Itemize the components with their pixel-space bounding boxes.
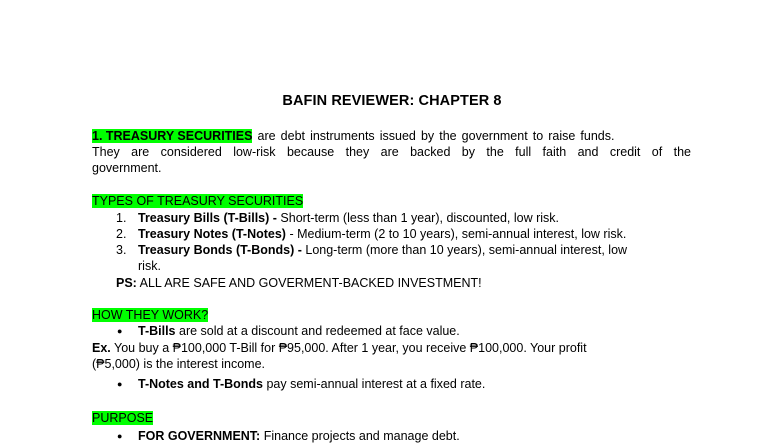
section-heading-types: TYPES OF TREASURY SECURITIES [92, 194, 304, 208]
list-item-term: Treasury Notes (T-Notes) [138, 227, 286, 241]
list-item-continuation: risk. [138, 259, 161, 273]
bullet-text: are sold at a discount and redeemed at face value. [175, 324, 460, 338]
bullet-icon: ● [117, 326, 123, 336]
example-line-1 [92, 340, 587, 356]
section-heading-how: HOW THEY WORK? [92, 308, 209, 322]
list-item-desc: Long-term (more than 10 years), semi-annual interest, low [301, 243, 628, 257]
section-heading-purpose: PURPOSE [92, 411, 154, 425]
intro-text: are debt instruments issued by the government to raise funds. [252, 129, 615, 143]
list-item [138, 210, 559, 226]
list-item-desc: Short-term (less than 1 year), discounted, low risk. [276, 211, 559, 225]
intro-line-1 [92, 128, 614, 144]
bullet-text: Finance projects and manage debt. [260, 429, 460, 443]
list-item-number: 3. [116, 243, 127, 257]
bullet-term: FOR GOVERNMENT: [138, 429, 261, 443]
bullet-icon: ● [117, 431, 123, 441]
list-item-number: 1. [116, 211, 127, 225]
bullet-term: T-Notes and T-Bonds [138, 377, 263, 391]
document-title: BAFIN REVIEWER: CHAPTER 8 [282, 93, 502, 109]
list-item [138, 242, 627, 258]
ps-text: ALL ARE SAFE AND GOVERMENT-BACKED INVESTMENT! [136, 276, 482, 290]
example-text: You buy a ₱100,000 T-Bill for ₱95,000. After 1 year, you receive ₱100,000. Your profit [110, 341, 587, 355]
example-line-2: (₱5,000) is the interest income. [92, 357, 265, 371]
ps-note [116, 275, 482, 291]
list-item-desc: - Medium-term (2 to 10 years), semi-annual interest, low risk. [285, 227, 627, 241]
intro-line-2: They are considered low-risk because they are backed by the full faith and credit of the [92, 145, 691, 159]
bullet-text: pay semi-annual interest at a fixed rate. [263, 377, 486, 391]
list-item-term: Treasury Bills (T-Bills) - [138, 211, 277, 225]
list-item-number: 2. [116, 227, 127, 241]
purpose-heading-line [92, 410, 153, 426]
list-item-term: Treasury Bonds (T-Bonds) - [138, 243, 302, 257]
list-item [138, 376, 485, 392]
intro-line-3: government. [92, 161, 162, 175]
bullet-term: T-Bills [138, 324, 176, 338]
list-item [138, 226, 626, 242]
list-item [138, 428, 460, 444]
how-heading-line [92, 307, 208, 323]
list-item [138, 323, 460, 339]
bullet-icon: ● [117, 379, 123, 389]
example-label: Ex. [92, 341, 111, 355]
types-heading-line [92, 193, 303, 209]
ps-label: PS: [116, 276, 137, 290]
section-heading-treasury-securities: 1. TREASURY SECURITIES [92, 129, 253, 143]
